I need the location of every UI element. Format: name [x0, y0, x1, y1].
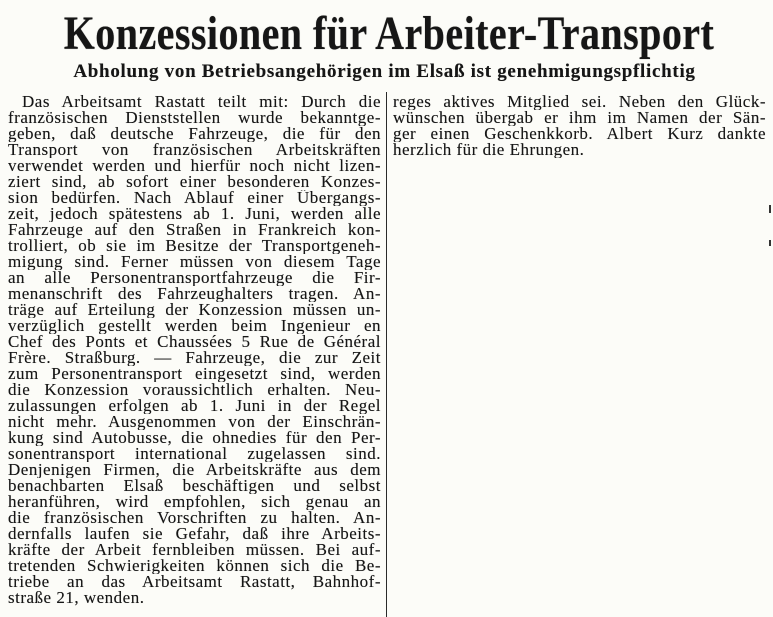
edge-mark: [769, 205, 771, 213]
right-column: [393, 94, 766, 158]
left-column-line-9: Fahrzeuge auf den Straßen in Frankreich kon-: [8, 222, 381, 238]
left-column-line-5: verwendet werden und hierfür noch nicht lizen-: [8, 158, 381, 174]
left-column-line-30: tretenden Schwierigkeiten können sich die Be-: [8, 558, 381, 574]
left-column-line-14: träge auf Erteilung der Konzession müssen un-: [8, 302, 381, 318]
left-column-line-10: trolliert, ob sie im Besitze der Transportgeneh-: [8, 238, 381, 254]
edge-mark: [769, 240, 771, 246]
left-column-line-6: ziert sind, ab sofort einer besonderen Konzes-: [8, 174, 381, 190]
left-column-line-27: die französischen Vorschriften zu halten. An-: [8, 510, 381, 526]
left-column-line-16: Chef des Ponts et Chaussées 5 Rue de Général: [8, 334, 381, 350]
headline: Konzessionen für Arbeiter-Transport: [63, 6, 715, 60]
left-column-line-20: zulassungen erfolgen ab 1. Juni in der Regel: [8, 398, 381, 414]
left-column-line-17: Frère. Straßburg. — Fahrzeuge, die zur Zeit: [8, 350, 381, 366]
left-column-line-26: heranführen, wird empfohlen, sich genau an: [8, 494, 381, 510]
left-column-line-23: sonentransport international zugelassen sind.: [8, 446, 381, 462]
left-column: [8, 94, 381, 606]
left-column-line-18: zum Personentransport eingesetzt sind, werden: [8, 366, 381, 382]
left-column-line-1: Das Arbeitsamt Rastatt teilt mit: Durch die: [22, 94, 381, 110]
left-column-line-22: kung sind Autobusse, die ohnedies für den Per-: [8, 430, 381, 446]
left-column-line-21: nicht mehr. Ausgenommen von der Einschrän-: [8, 414, 381, 430]
left-column-line-25: benachbarten Elsaß beschäftigen und selbst: [8, 478, 381, 494]
left-column-line-4: Transport von französischen Arbeitskräften: [8, 142, 381, 158]
left-column-line-11: migung sind. Ferner müssen von diesem Tage: [8, 254, 381, 270]
left-column-line-24: Denjenigen Firmen, die Arbeitskräfte aus dem: [8, 462, 381, 478]
right-column-line-2: wünschen übergab er ihm im Namen der Sän-: [393, 110, 766, 126]
right-column-line-3: ger einen Geschenkkorb. Albert Kurz dankte: [393, 126, 766, 142]
left-column-line-7: sion bedürfen. Nach Ablauf einer Übergangs-: [8, 190, 381, 206]
left-column-line-29: kräfte der Arbeit fernbleiben müssen. Bei auf-: [8, 542, 381, 558]
left-column-line-19: die Konzession voraussichtlich erhalten. Neu-: [8, 382, 381, 398]
left-column-line-31: triebe an das Arbeitsamt Rastatt, Bahnhof-: [8, 574, 381, 590]
left-column-line-3: geben, daß deutsche Fahrzeuge, die für den: [8, 126, 381, 142]
column-divider: [386, 92, 387, 617]
left-column-line-32: straße 21, wenden.: [8, 590, 145, 606]
right-column-line-4: herzlich für die Ehrungen.: [393, 142, 585, 158]
subheadline: Abholung von Betriebsangehörigen im Elsaß ist genehmigungspflichtig: [73, 61, 696, 82]
left-column-line-28: dernfalls laufen sie Gefahr, daß ihre Arbeits-: [8, 526, 381, 542]
left-column-line-2: französischen Dienststellen wurde bekanntge-: [8, 110, 381, 126]
right-column-line-1: reges aktives Mitglied sei. Neben den Glück-: [393, 94, 766, 110]
left-column-line-8: zeit, jedoch spätestens ab 1. Juni, werden alle: [8, 206, 381, 222]
left-column-line-12: an alle Personentransportfahrzeuge die Fir-: [8, 270, 381, 286]
left-column-line-13: menanschrift des Fahrzeughalters tragen. An-: [8, 286, 381, 302]
left-column-line-15: verzüglich gestellt werden beim Ingenieur en: [8, 318, 381, 334]
